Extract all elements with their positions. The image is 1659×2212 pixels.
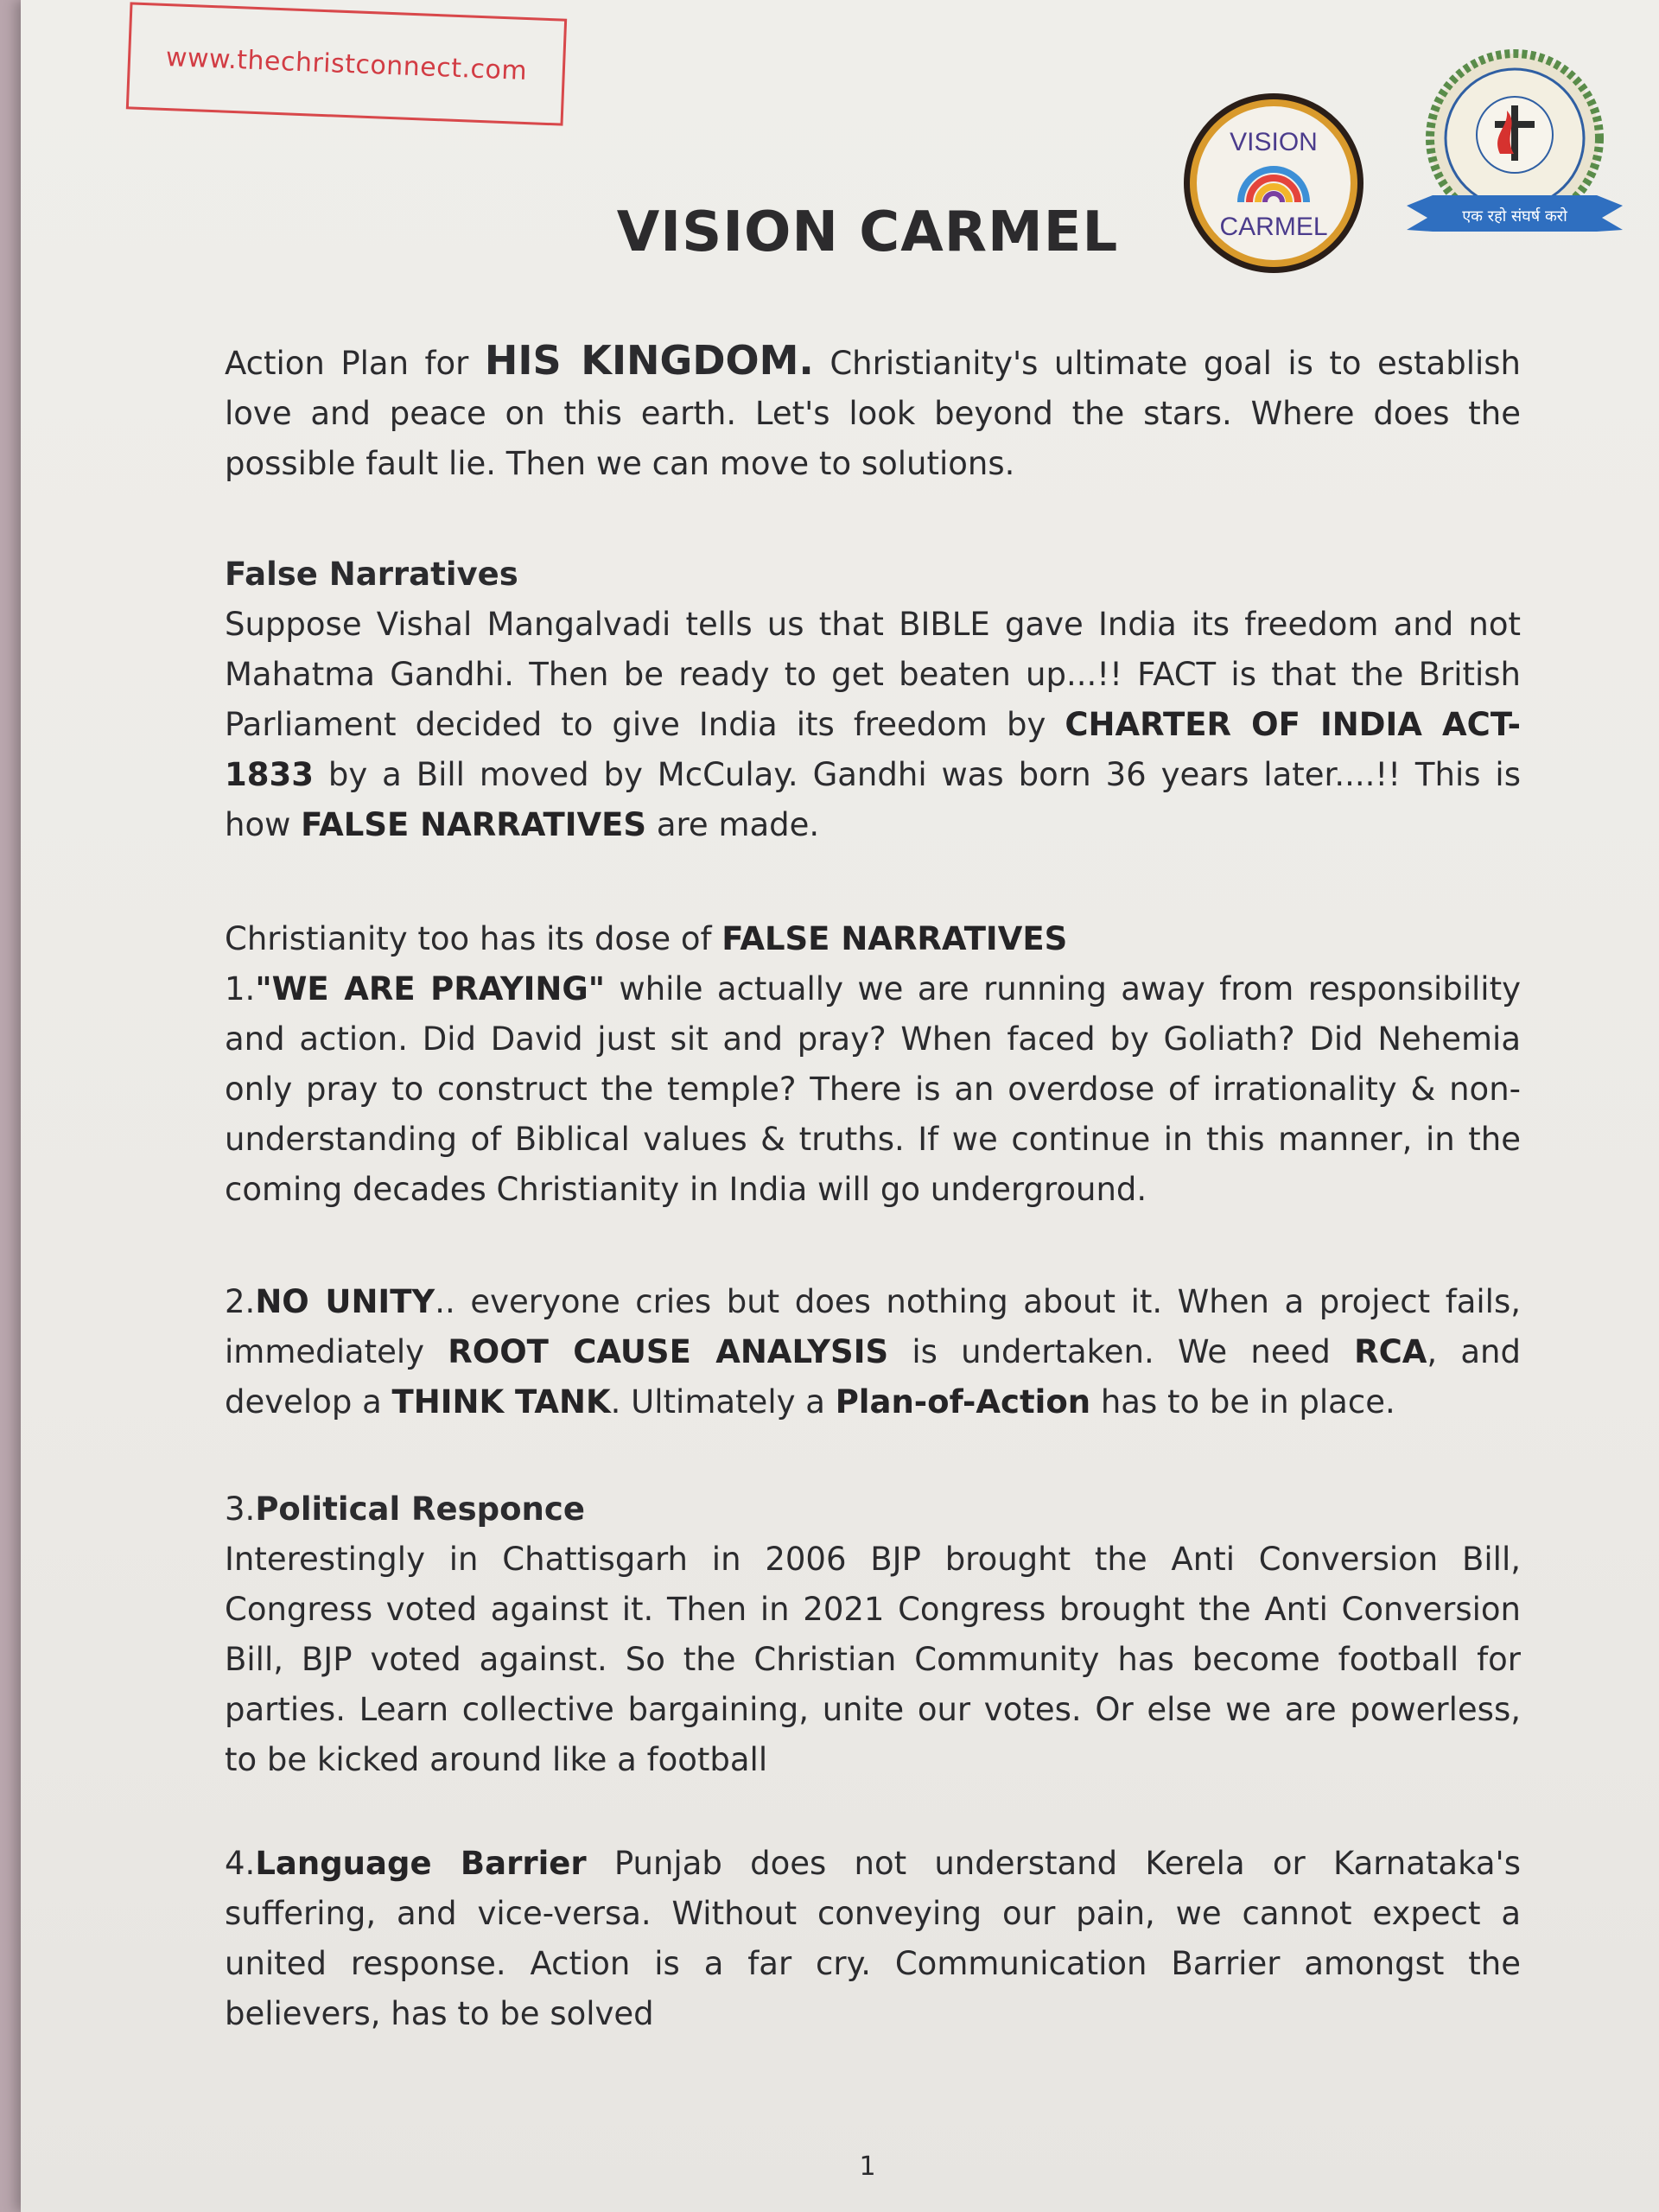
vision-logo-line2: CARMEL (1219, 213, 1328, 241)
s2-text-1: Christianity too has its dose of (225, 920, 722, 957)
point-3-section (225, 1484, 1521, 1785)
point-3-text: Interestingly in Chattisgarh in 2006 BJP brought the Anti Conversion Bill, Congress voted against it. Then in 2021 Congress brought the Anti Conversion Bill, BJP voted against. So the Christian Community has become football for parties. Learn collective bargaining, unite our votes. Or else we are powerless, to be kicked around like a football (225, 1541, 1521, 1778)
intro-lead: Action Plan for (225, 345, 485, 382)
s1-text-2: by a Bill moved by McCulay. Gandhi was born 36 years later....!! This is how (225, 756, 1521, 843)
intro-lead-bold: HIS KINGDOM. (484, 337, 814, 384)
point-2-section (225, 1277, 1521, 1427)
point-4-heading: Language Barrier (255, 1845, 587, 1882)
website-stamp-text: www.thechristconnect.com (165, 41, 528, 86)
point-1-section (225, 914, 1521, 1215)
point-2-heading: NO UNITY (255, 1283, 435, 1320)
point-4-number: 4. (225, 1845, 256, 1882)
s3-bold-2: ROOT CAUSE ANALYSIS (448, 1333, 889, 1370)
s3-text-1: .. everyone cries but does nothing about it. When a project fails, immediately (225, 1283, 1522, 1370)
point-3-heading: Political Responce (255, 1491, 585, 1528)
point-1-heading: "WE ARE PRAYING" (255, 970, 606, 1007)
s3-bold-4: THINK TANK (391, 1383, 611, 1421)
s3-bold-3: RCA (1354, 1333, 1427, 1370)
s3-text-2: is undertaken. We need (888, 1333, 1355, 1370)
s3-text-4: . Ultimately a (610, 1383, 836, 1421)
intro-paragraph (225, 335, 1521, 489)
vision-logo-line1: VISION (1230, 128, 1318, 156)
intro-rest: Christianity's ultimate goal is to establish love and peace on this earth. Let's look beyond the stars. Where does the possible fault lie. Then we can move to solutions. (225, 345, 1521, 482)
point-4-section (225, 1839, 1521, 2039)
point-2-number: 2. (225, 1283, 256, 1320)
page-number: 1 (859, 2152, 876, 2182)
point-1-number: 1. (225, 970, 256, 1007)
s3-text-5: has to be in place. (1090, 1383, 1395, 1421)
s1-bold-2: FALSE NARRATIVES (301, 806, 647, 843)
s1-text-3: are made. (646, 806, 820, 843)
website-stamp (126, 2, 567, 125)
point-4-text: Punjab does not understand Kerela or Karnataka's suffering, and vice-versa. Without conveying our pain, we cannot expect a united response. Action is a far cry. Communication Barrier amongst the believers, has to be solved (225, 1845, 1522, 2032)
false-narratives-heading: False Narratives (225, 556, 518, 593)
s3-bold-5: Plan-of-Action (835, 1383, 1091, 1421)
s3-text-3: , and develop a (225, 1333, 1521, 1421)
false-narratives-section (225, 550, 1521, 850)
s2-bold-1: FALSE NARRATIVES (721, 920, 1068, 957)
seal-ribbon-text: एक रहो संघर्ष करो (1462, 207, 1567, 226)
s1-bold-1: CHARTER OF INDIA ACT- 1833 (225, 706, 1521, 793)
document-page (21, 0, 1659, 2212)
document-title: VISION CARMEL (616, 200, 1119, 264)
point-1-text: while actually we are running away from responsibility and action. Did David just sit and pray? When faced by Goliath? Did Nehemia only pray to construct the temple? There is an overdose of irrationality & non-understanding of Biblical values & truths. If we continue in this manner, in the coming decades Christianity in India will go underground. (225, 970, 1521, 1208)
s1-text-1: Suppose Vishal Mangalvadi tells us that BIBLE gave India its freedom and not Mahatma Gandhi. Then be ready to get beaten up...!! FACT is that the British Parliament decided to give India its freedom by (225, 606, 1521, 743)
point-3-number: 3. (225, 1491, 256, 1528)
